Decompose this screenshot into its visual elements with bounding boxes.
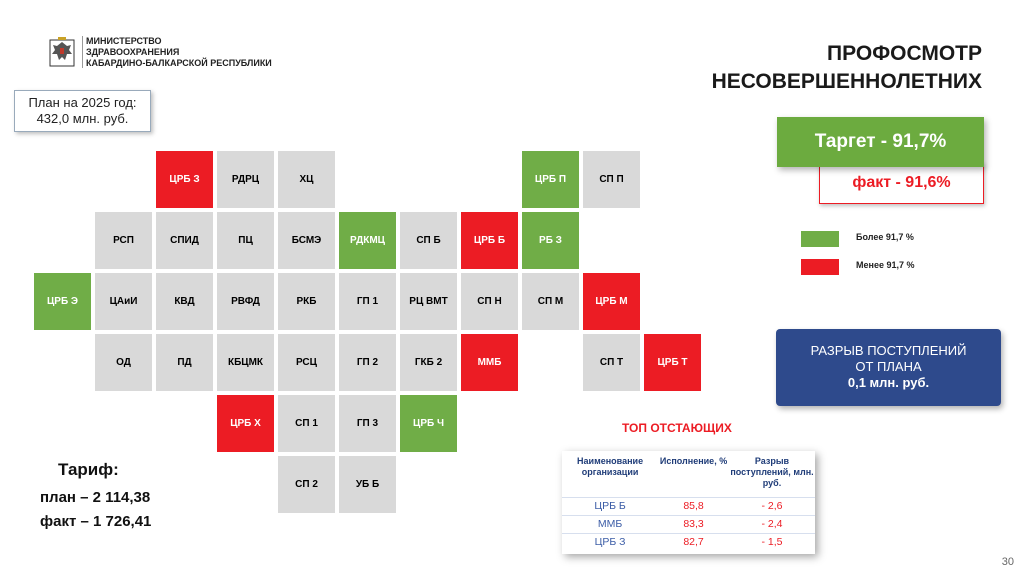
- grid-cell: РСП: [94, 211, 153, 270]
- ministry-line-1: МИНИСТЕРСТВО: [86, 36, 162, 46]
- cell-org: ЦРБ З: [562, 533, 658, 551]
- ministry-line-2: ЗДРАВООХРАНЕНИЯ: [86, 47, 180, 57]
- grid-cell: ГП 1: [338, 272, 397, 331]
- grid-cell: ЦРБ П: [521, 150, 580, 209]
- grid-cell: РДРЦ: [216, 150, 275, 209]
- grid-cell: СП 1: [277, 394, 336, 453]
- grid-cell: БСМЭ: [277, 211, 336, 270]
- grid-cell: РВФД: [216, 272, 275, 331]
- plan-box: [14, 90, 151, 132]
- cell-org: ММБ: [562, 515, 658, 533]
- grid-cell: СПИД: [155, 211, 214, 270]
- tariff-title: Тариф:: [58, 460, 119, 479]
- grid-cell: ММБ: [460, 333, 519, 392]
- grid-cell: РДКМЦ: [338, 211, 397, 270]
- page-title: [712, 40, 982, 96]
- grid-cell: ПД: [155, 333, 214, 392]
- grid-cell: РСЦ: [277, 333, 336, 392]
- tariff-plan: план – 2 114,38: [40, 489, 151, 506]
- cell-gap: - 1,5: [729, 533, 815, 551]
- gap-line-1: РАЗРЫВ ПОСТУПЛЕНИЙ: [810, 343, 967, 358]
- legend-green-swatch: [801, 231, 839, 247]
- legend-red-swatch: [801, 259, 839, 275]
- grid-cell: СП Т: [582, 333, 641, 392]
- col-header-gap: Разрыв поступлений, млн. руб.: [730, 456, 814, 488]
- org-divider: [82, 36, 83, 68]
- plan-label: План на 2025 год:: [28, 95, 137, 110]
- cell-gap: - 2,4: [729, 515, 815, 533]
- grid-cell: ЦРБ Т: [643, 333, 702, 392]
- target-badge: Таргет - 91,7%: [777, 117, 984, 167]
- fact-badge: факт - 91,6%: [819, 162, 984, 204]
- cell-percent: 85,8: [658, 497, 729, 515]
- grid-cell: ЦРБ Х: [216, 394, 275, 453]
- grid-cell: СП Б: [399, 211, 458, 270]
- grid-cell: ЦРБ Э: [33, 272, 92, 331]
- cell-percent: 82,7: [658, 533, 729, 551]
- grid-cell: ЦАиИ: [94, 272, 153, 331]
- gap-line-2: ОТ ПЛАНА: [855, 359, 922, 374]
- page-title-line-1: ПРОФОСМОТР: [827, 42, 982, 65]
- grid-cell: ЦРБ З: [155, 150, 214, 209]
- col-header-percent: Исполнение, %: [659, 456, 728, 466]
- tariff-fact: факт – 1 726,41: [40, 513, 152, 530]
- cell-org: ЦРБ Б: [562, 497, 658, 515]
- page-number: 30: [1001, 556, 1014, 568]
- cell-gap: - 2,6: [729, 497, 815, 515]
- grid-cell: РБ З: [521, 211, 580, 270]
- table-row: [562, 497, 815, 515]
- top-lagging-table: [562, 451, 815, 554]
- col-header-org: Наименование организации: [577, 456, 644, 477]
- grid-cell: ЦРБ Б: [460, 211, 519, 270]
- grid-cell: СП 2: [277, 455, 336, 514]
- table-row: [562, 533, 815, 551]
- table-header-row: [562, 451, 815, 497]
- cell-percent: 83,3: [658, 515, 729, 533]
- ministry-line-3: КАБАРДИНО-БАЛКАРСКОЙ РЕСПУБЛИКИ: [86, 58, 272, 68]
- grid-cell: КВД: [155, 272, 214, 331]
- grid-cell: ГКБ 2: [399, 333, 458, 392]
- grid-cell: КБЦМК: [216, 333, 275, 392]
- table-row: [562, 515, 815, 533]
- grid-cell: ПЦ: [216, 211, 275, 270]
- ministry-name: [86, 36, 272, 69]
- revenue-gap-box: [776, 329, 1001, 406]
- grid-cell: ЦРБ М: [582, 272, 641, 331]
- grid-cell: УБ Б: [338, 455, 397, 514]
- grid-cell: ГП 2: [338, 333, 397, 392]
- grid-cell: РКБ: [277, 272, 336, 331]
- page-title-line-2: НЕСОВЕРШЕННОЛЕТНИХ: [711, 70, 982, 93]
- grid-cell: ЦРБ Ч: [399, 394, 458, 453]
- grid-cell: ГП 3: [338, 394, 397, 453]
- grid-cell: СП Н: [460, 272, 519, 331]
- grid-cell: СП П: [582, 150, 641, 209]
- legend-above-label: Более 91,7 %: [856, 232, 914, 242]
- plan-value: 432,0 млн. руб.: [36, 111, 129, 126]
- grid-cell: ХЦ: [277, 150, 336, 209]
- coat-of-arms-icon: [47, 36, 77, 68]
- grid-cell: СП М: [521, 272, 580, 331]
- grid-cell: ОД: [94, 333, 153, 392]
- gap-value: 0,1 млн. руб.: [847, 375, 930, 390]
- legend-below-label: Менее 91,7 %: [856, 260, 915, 270]
- top-lagging-title: ТОП ОТСТАЮЩИХ: [622, 421, 732, 435]
- grid-cell: РЦ ВМТ: [399, 272, 458, 331]
